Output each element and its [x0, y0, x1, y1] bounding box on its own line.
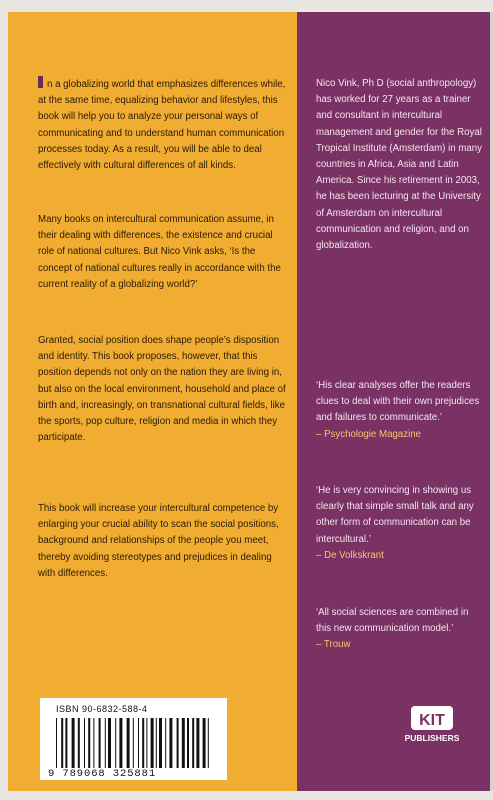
intro-paragraph-1	[38, 76, 288, 174]
barcode-bar	[105, 718, 106, 768]
barcode-bar	[196, 718, 199, 768]
review-quote-2-source: – De Volkskrant	[316, 549, 384, 561]
barcode-bar	[177, 718, 179, 768]
barcode-bar	[133, 718, 134, 768]
publisher-name: PUBLISHERS	[404, 733, 460, 743]
review-quote-2-text: ‘He is very convincing in showing us clearly that simple small talk and any other form of communication can be intercultural.’	[316, 485, 474, 545]
barcode-bar	[88, 718, 90, 768]
barcode-bar	[115, 718, 116, 768]
review-quote-3	[316, 605, 484, 654]
kit-publishers-logo	[402, 705, 462, 745]
barcode-bar	[93, 718, 94, 768]
barcode-bar	[56, 718, 57, 768]
barcode-bar	[203, 718, 206, 768]
barcode-bar	[61, 718, 63, 768]
intro-paragraph-4: This book will increase your intercultural competence by enlarging your crucial ability to scan the social positions, background and relationships of the people you meet, thereby avoiding stereotypes and prejudices in dealing with differences.	[38, 503, 279, 579]
barcode-bar	[208, 718, 209, 768]
barcode-bar	[108, 718, 111, 768]
barcode-bar	[156, 718, 157, 768]
barcode-digits: 9 789068 325881	[48, 768, 157, 780]
review-quote-2	[316, 483, 484, 564]
barcode-bar	[138, 718, 139, 768]
barcode-image	[54, 718, 212, 768]
review-quote-1-text: ‘His clear analyses offer the readers clues to deal with their own prejudices and failures to communicate.’	[316, 380, 480, 424]
barcode-bar	[165, 718, 166, 768]
barcode-bar	[182, 718, 185, 768]
publisher-logo-letters: KIT	[419, 712, 445, 729]
barcode-bar	[84, 718, 85, 768]
intro-paragraph-2: Many books on intercultural communication assume, in their dealing with differences, the existence and crucial role of national cultures. But Nico Vink asks, ‘Is the concept of national cultures really in accordance with the current reality of a globalizing world?’	[38, 214, 281, 290]
barcode-panel	[40, 698, 227, 780]
barcode-bar	[99, 718, 101, 768]
barcode-bar	[72, 718, 75, 768]
isbn-label: ISBN 90-6832-588-4	[56, 704, 148, 714]
barcode-bar	[187, 718, 189, 768]
barcode-bar	[151, 718, 154, 768]
drop-cap-i	[38, 76, 43, 88]
barcode-bar	[192, 718, 194, 768]
review-quote-3-source: – Trouw	[316, 639, 351, 651]
barcode-bar	[146, 718, 147, 768]
barcode-bar	[159, 718, 162, 768]
barcode-bar	[78, 718, 80, 768]
barcode-bar	[142, 718, 144, 768]
intro-paragraph-3: Granted, social position does shape people’s disposition and identity. This book proposes, however, that this position depends not only on the nation they are living in, but also on the local environment, household and place of birth and, increasingly, on transnational cultural fields, like the sports, pop culture, religion and media in which they participate.	[38, 335, 286, 444]
barcode-bar	[65, 718, 67, 768]
barcode-bar	[127, 718, 130, 768]
review-quote-3-text: ‘All social sciences are combined in this new communication model.’	[316, 607, 469, 635]
review-quote-1-source: – Psychologie Magazine	[316, 428, 422, 440]
barcode-bar	[169, 718, 172, 768]
barcode-bar	[119, 718, 122, 768]
intro-paragraph-1-text: n a globalizing world that emphasizes differences while, at the same time, equalizing behavior and lifestyles, this book will help you to analyze your personal ways of communicating and to understand human communication processes today. As a result, you will be able to deal effectively with cultural differences of all kinds.	[38, 79, 286, 172]
author-bio: Nico Vink, Ph D (social anthropology) has worked for 27 years as a trainer and consultant in intercultural management and gender for the Royal Tropical Institute (Amsterdam) in many countries in Africa, Asia and Latin America. Since his retirement in 2003, he has been lecturing at the University of Amsterdam on intercultural communication and religion, and on globalization.	[316, 78, 482, 252]
review-quote-1	[316, 378, 484, 443]
